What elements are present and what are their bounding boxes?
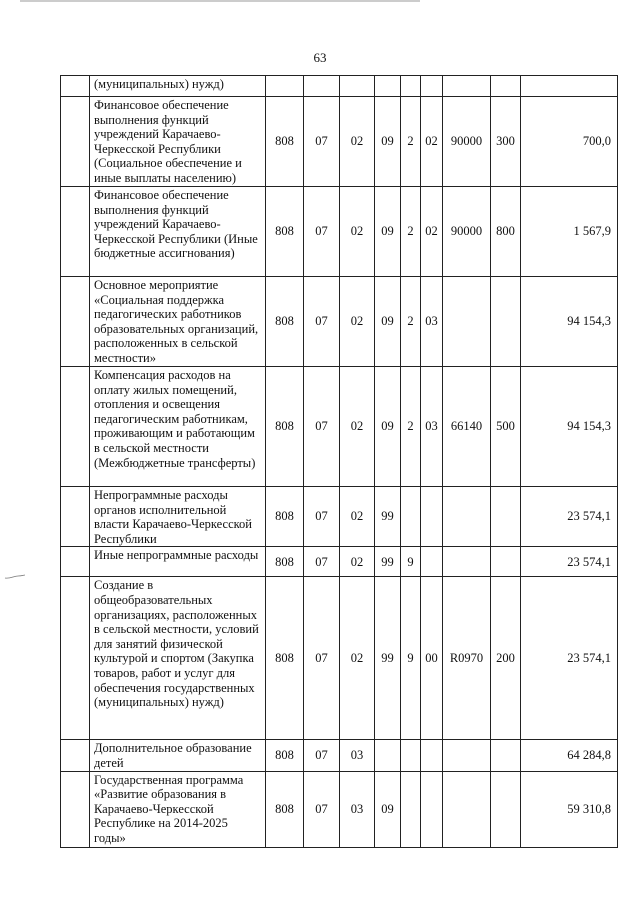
program-code-cell: 99 xyxy=(375,547,401,577)
budget-table-body xyxy=(61,76,618,848)
subsection-code-cell: 03 xyxy=(340,740,375,771)
row-marker-cell xyxy=(61,367,90,487)
program-code-cell: 09 xyxy=(375,277,401,367)
subsection-code-cell: 02 xyxy=(340,487,375,547)
program-code-cell: 09 xyxy=(375,771,401,847)
subprogram-code-cell: 9 xyxy=(401,547,421,577)
subprogram-code-cell: 9 xyxy=(401,577,421,740)
table-row xyxy=(61,97,618,187)
program-code-cell: 09 xyxy=(375,367,401,487)
row-marker-cell xyxy=(61,740,90,771)
subprogram-code-cell xyxy=(401,740,421,771)
subprogram-code-cell xyxy=(401,487,421,547)
subsection-code-cell: 02 xyxy=(340,97,375,187)
description-cell: Финансовое обеспечение выполнения функций учреждений Карачаево-Черкесской Республики (Иные бюджетные ассигнования) xyxy=(90,187,266,277)
direction-code-cell: R0970 xyxy=(443,577,491,740)
ministry-code-cell xyxy=(266,76,304,97)
program-code-cell: 09 xyxy=(375,187,401,277)
ministry-code-cell: 808 xyxy=(266,547,304,577)
expense-type-cell: 200 xyxy=(491,577,521,740)
row-marker-cell xyxy=(61,547,90,577)
row-marker-cell xyxy=(61,771,90,847)
table-row xyxy=(61,771,618,847)
direction-code-cell xyxy=(443,771,491,847)
amount-cell: 23 574,1 xyxy=(521,547,618,577)
subprogram-code-cell: 2 xyxy=(401,97,421,187)
direction-code-cell: 66140 xyxy=(443,367,491,487)
amount-cell: 59 310,8 xyxy=(521,771,618,847)
row-marker-cell xyxy=(61,76,90,97)
subsection-code-cell: 02 xyxy=(340,577,375,740)
section-code-cell: 07 xyxy=(304,547,340,577)
program-code-cell: 99 xyxy=(375,487,401,547)
subsection-code-cell: 02 xyxy=(340,547,375,577)
subprogram-code-cell xyxy=(401,771,421,847)
program-code-cell: 09 xyxy=(375,97,401,187)
subprogram-code-cell: 2 xyxy=(401,367,421,487)
activity-code-cell xyxy=(421,547,443,577)
section-code-cell: 07 xyxy=(304,487,340,547)
expense-type-cell xyxy=(491,740,521,771)
amount-cell xyxy=(521,76,618,97)
direction-code-cell xyxy=(443,76,491,97)
ministry-code-cell: 808 xyxy=(266,487,304,547)
amount-cell: 700,0 xyxy=(521,97,618,187)
direction-code-cell: 90000 xyxy=(443,187,491,277)
amount-cell: 94 154,3 xyxy=(521,277,618,367)
description-cell: Компенсация расходов на оплату жилых помещений, отопления и освещения педагогическим работникам, проживающим и работающим в сельской местности (Межбюджетные трансферты) xyxy=(90,367,266,487)
budget-table xyxy=(60,75,618,848)
direction-code-cell xyxy=(443,277,491,367)
row-marker-cell xyxy=(61,97,90,187)
page-top-edge xyxy=(0,0,640,3)
scan-stray-mark xyxy=(4,574,26,580)
direction-code-cell: 90000 xyxy=(443,97,491,187)
page-number: 63 xyxy=(313,50,327,65)
row-marker-cell xyxy=(61,187,90,277)
amount-cell: 64 284,8 xyxy=(521,740,618,771)
description-cell: Непрограммные расходы органов исполнительной власти Карачаево-Черкесской Республики xyxy=(90,487,266,547)
activity-code-cell: 02 xyxy=(421,187,443,277)
amount-cell: 94 154,3 xyxy=(521,367,618,487)
section-code-cell: 07 xyxy=(304,577,340,740)
description-cell: Финансовое обеспечение выполнения функций учреждений Карачаево-Черкесской Республики (Социальное обеспечение и иные выплаты населению) xyxy=(90,97,266,187)
activity-code-cell: 00 xyxy=(421,577,443,740)
activity-code-cell xyxy=(421,76,443,97)
amount-cell: 23 574,1 xyxy=(521,577,618,740)
table-row xyxy=(61,367,618,487)
subsection-code-cell: 02 xyxy=(340,277,375,367)
section-code-cell: 07 xyxy=(304,97,340,187)
direction-code-cell xyxy=(443,487,491,547)
subprogram-code-cell xyxy=(401,76,421,97)
expense-type-cell xyxy=(491,487,521,547)
section-code-cell: 07 xyxy=(304,277,340,367)
amount-cell: 1 567,9 xyxy=(521,187,618,277)
description-cell: Иные непрограммные расходы xyxy=(90,547,266,577)
description-cell: (муниципальных) нужд) xyxy=(90,76,266,97)
description-cell: Дополнительное образование детей xyxy=(90,740,266,771)
subsection-code-cell: 03 xyxy=(340,771,375,847)
direction-code-cell xyxy=(443,547,491,577)
subprogram-code-cell: 2 xyxy=(401,187,421,277)
ministry-code-cell: 808 xyxy=(266,771,304,847)
table-row xyxy=(61,277,618,367)
subsection-code-cell: 02 xyxy=(340,367,375,487)
activity-code-cell: 02 xyxy=(421,97,443,187)
program-code-cell: 99 xyxy=(375,577,401,740)
ministry-code-cell: 808 xyxy=(266,577,304,740)
table-row xyxy=(61,577,618,740)
section-code-cell: 07 xyxy=(304,367,340,487)
expense-type-cell: 300 xyxy=(491,97,521,187)
expense-type-cell xyxy=(491,771,521,847)
row-marker-cell xyxy=(61,487,90,547)
table-row xyxy=(61,547,618,577)
program-code-cell xyxy=(375,740,401,771)
section-code-cell: 07 xyxy=(304,187,340,277)
program-code-cell xyxy=(375,76,401,97)
section-code-cell: 07 xyxy=(304,771,340,847)
activity-code-cell xyxy=(421,487,443,547)
ministry-code-cell: 808 xyxy=(266,367,304,487)
expense-type-cell: 800 xyxy=(491,187,521,277)
table-row xyxy=(61,487,618,547)
table-row xyxy=(61,187,618,277)
ministry-code-cell: 808 xyxy=(266,740,304,771)
section-code-cell: 07 xyxy=(304,740,340,771)
ministry-code-cell: 808 xyxy=(266,187,304,277)
subsection-code-cell xyxy=(340,76,375,97)
description-cell: Основное мероприятие «Социальная поддержка педагогических работников образовательных организаций, расположенных в сельской местности» xyxy=(90,277,266,367)
table-row xyxy=(61,740,618,771)
activity-code-cell: 03 xyxy=(421,277,443,367)
description-cell: Создание в общеобразовательных организациях, расположенных в сельской местности, условий для занятий физической культурой и спортом (Закупка товаров, работ и услуг для обеспечения государственных (муниципальных) нужд) xyxy=(90,577,266,740)
ministry-code-cell: 808 xyxy=(266,277,304,367)
table-row xyxy=(61,76,618,97)
expense-type-cell xyxy=(491,76,521,97)
activity-code-cell xyxy=(421,771,443,847)
activity-code-cell xyxy=(421,740,443,771)
subsection-code-cell: 02 xyxy=(340,187,375,277)
amount-cell: 23 574,1 xyxy=(521,487,618,547)
ministry-code-cell: 808 xyxy=(266,97,304,187)
section-code-cell xyxy=(304,76,340,97)
row-marker-cell xyxy=(61,577,90,740)
direction-code-cell xyxy=(443,740,491,771)
expense-type-cell xyxy=(491,277,521,367)
expense-type-cell: 500 xyxy=(491,367,521,487)
row-marker-cell xyxy=(61,277,90,367)
description-cell: Государственная программа «Развитие образования в Карачаево-Черкесской Республике на 2014-2025 годы» xyxy=(90,771,266,847)
activity-code-cell: 03 xyxy=(421,367,443,487)
subprogram-code-cell: 2 xyxy=(401,277,421,367)
expense-type-cell xyxy=(491,547,521,577)
